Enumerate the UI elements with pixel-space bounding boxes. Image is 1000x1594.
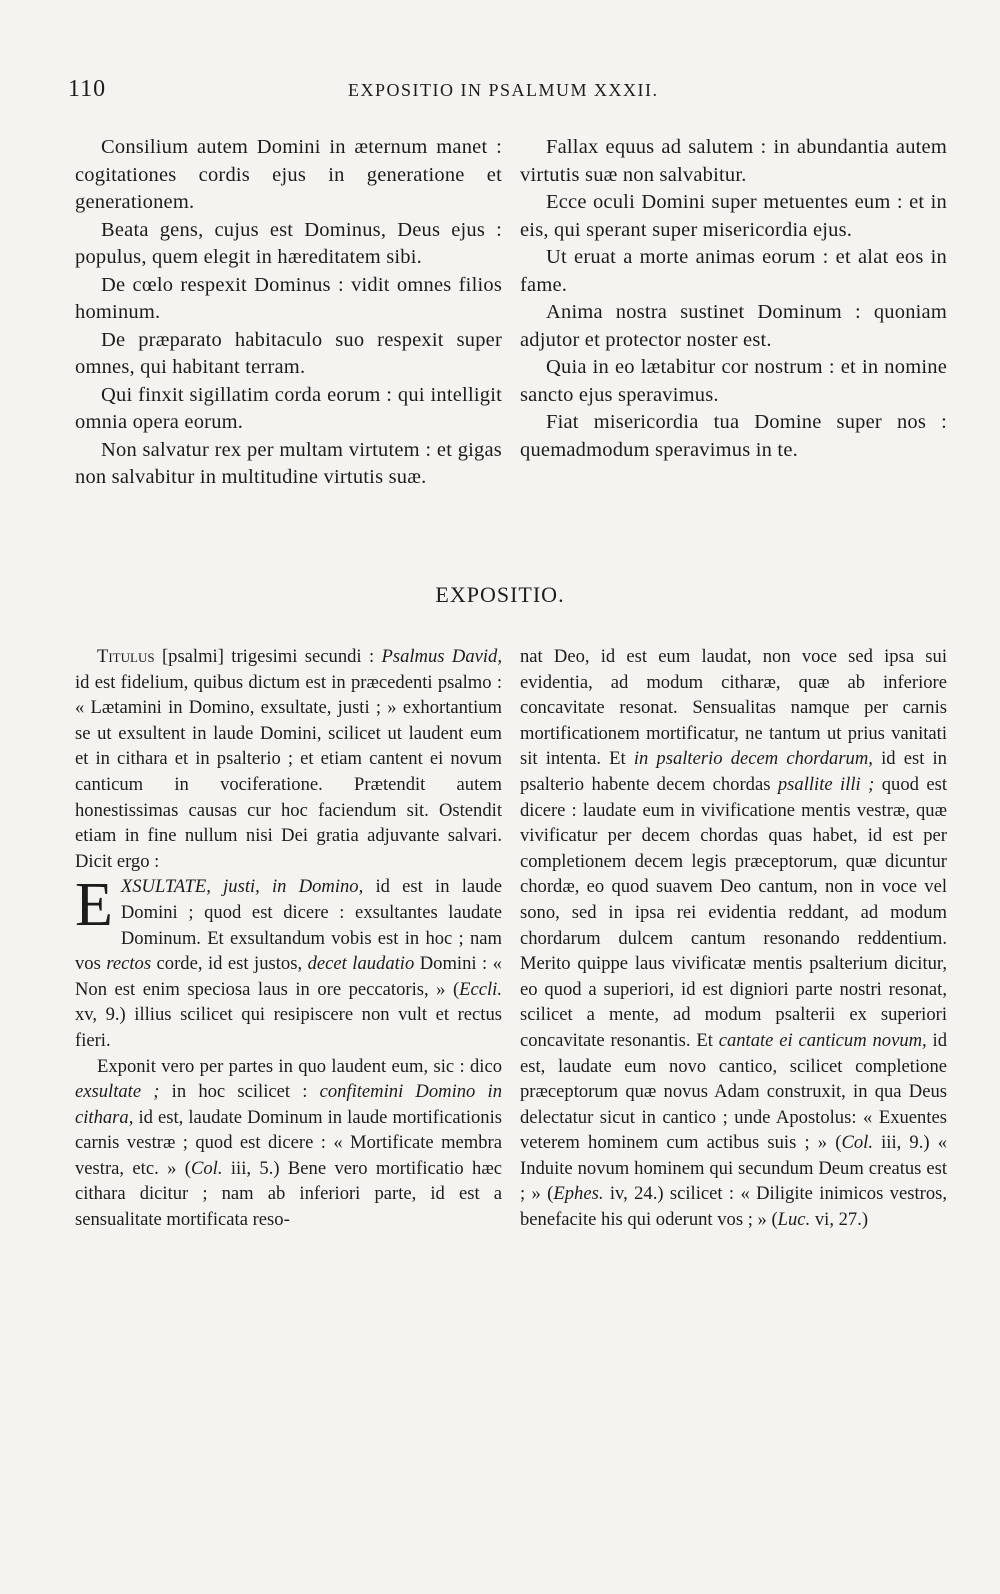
page-number: 110 [68, 76, 107, 102]
commentary-paragraph: Titulus [psalmi] trigesimi secundi : Psalmus David, id est fidelium, quibus dictum est in præcedenti psalmo : « Lætamini in Domino, exsultate, justi ; » exhortantium se ut exsultent in laude Domini, scilicet ut laudent eum et in cithara et in psalterio ; et etiam cantent ei novum canticum in vociferatione. Prætendit autem honestissimas causas cur hoc faciendum sit. Ostendit etiam in fine nullum nisi Dei gratia adjuvante salvari. Dicit ergo : [75, 646, 502, 872]
psalm-verse: Consilium autem Domini in æternum manet : cogitationes cordis ejus in generatione et generationem. [75, 136, 502, 213]
psalm-verse: Non salvatur rex per multam virtutem : et gigas non salvabitur in multitudine virtutis suæ. [75, 438, 502, 488]
running-title: EXPOSITIO IN PSALMUM XXXII. [348, 80, 659, 100]
psalm-verse: De præparato habitaculo suo respexit super omnes, qui habitant terram. [75, 328, 502, 378]
drop-cap: E [75, 871, 113, 940]
psalm-verse: De cœlo respexit Dominus : vidit omnes filios hominum. [75, 273, 502, 323]
psalm-verse: Anima nostra sustinet Dominum : quoniam adjutor et protector noster est. [520, 301, 947, 351]
commentary-paragraph: nat Deo, id est eum laudat, non voce sed ipsa sui evidentia, ad modum citharæ, quæ ab inferiore concavitate resonat. Sensualitas namque per carnis mortificationem mortificatur, ne tantum ut prius vanitati sit intenta. Et in psalterio decem chordarum, id est in psalterio habente decem chordas psallite illi ; quod est dicere : laudate eum in vivificatione mentis vestræ, quæ vivificatur per decem chordas quas habet, id est per completionem decem legis præceptorum, quæ dicuntur chordæ, eo quod suavem Deo cantum, non in voce vel sono, sed in ipsa rei evidentia reddant, ad modum chordarum dulcem cantum resonando reddentium. Merito quippe laus vivificatæ mentis psalterium dicitur, eo quod a superiori, id est digniori parte nostri resonat, scilicet a mente, ad modum psalterii ex superiori concavitate resonantis. Et cantate ei canticum novum, id est, laudate eum novo cantico, scilicet completione præceptorum quæ novus Adam construxit, in qua Deus delectatur sicut in cantico ; unde Apostolus: « Exuentes veterem hominem cum actibus suis ; » (Col. iii, 9.) « Induite novum hominem qui secundum Deum creatus est ; » (Ephes. iv, 24.) scilicet : « Diligite inimicos vestros, benefacite his qui oderunt vos ; » (Luc. vi, 27.) [520, 646, 948, 1231]
psalm-verse: Ut eruat a morte animas eorum : et alat eos in fame. [520, 246, 947, 296]
psalm-verse: Fallax equus ad salutem : in abundantia autem virtutis suæ non salvabitur. [520, 136, 947, 186]
commentary-column-left [75, 644, 502, 1233]
psalm-verse: Qui finxit sigillatim corda eorum : qui intelligit omnia opera eorum. [75, 383, 502, 433]
psalm-verse: Quia in eo lætabitur cor nostrum : et in nomine sancto ejus speravimus. [520, 356, 947, 406]
psalm-verse: Ecce oculi Domini super metuentes eum : et in eis, qui sperant super misericordia ejus. [520, 191, 947, 241]
psalm-verse: Beata gens, cujus est Dominus, Deus ejus : populus, quem elegit in hæreditatem sibi. [75, 218, 502, 268]
commentary-paragraph: EXSULTATE, justi, in Domino, id est in laude Domini ; quod est dicere : exsultantes laudate Dominum. Et exsultandum vobis est in hoc ; nam vos rectos corde, id est justos, decet laudatio Domini : « Non est enim speciosa laus in ore peccatoris, » (Eccli. xv, 9.) illius scilicet qui resipiscere non vult et rectus fieri. [75, 871, 502, 1051]
psalm-column-right [520, 134, 947, 464]
section-heading: EXPOSITIO. [435, 582, 565, 607]
commentary-paragraph: Exponit vero per partes in quo laudent eum, sic : dico exsultate ; in hoc scilicet : confitemini Domino in cithara, id est, laudate Dominum in laude mortificationis carnis vestræ ; quod est dicere : « Mortificate membra vestra, etc. » (Col. iii, 5.) Bene vero mortificatio hæc cithara dicitur ; nam ab inferiori parte, id est a sensualitate mortificata reso- [75, 1055, 502, 1231]
psalm-verse: Fiat misericordia tua Domine super nos : quemadmodum speravimus in te. [520, 411, 947, 461]
title-word: Titulus [97, 646, 155, 667]
psalm-column-left [75, 134, 502, 492]
commentary-column-right [520, 644, 947, 1233]
